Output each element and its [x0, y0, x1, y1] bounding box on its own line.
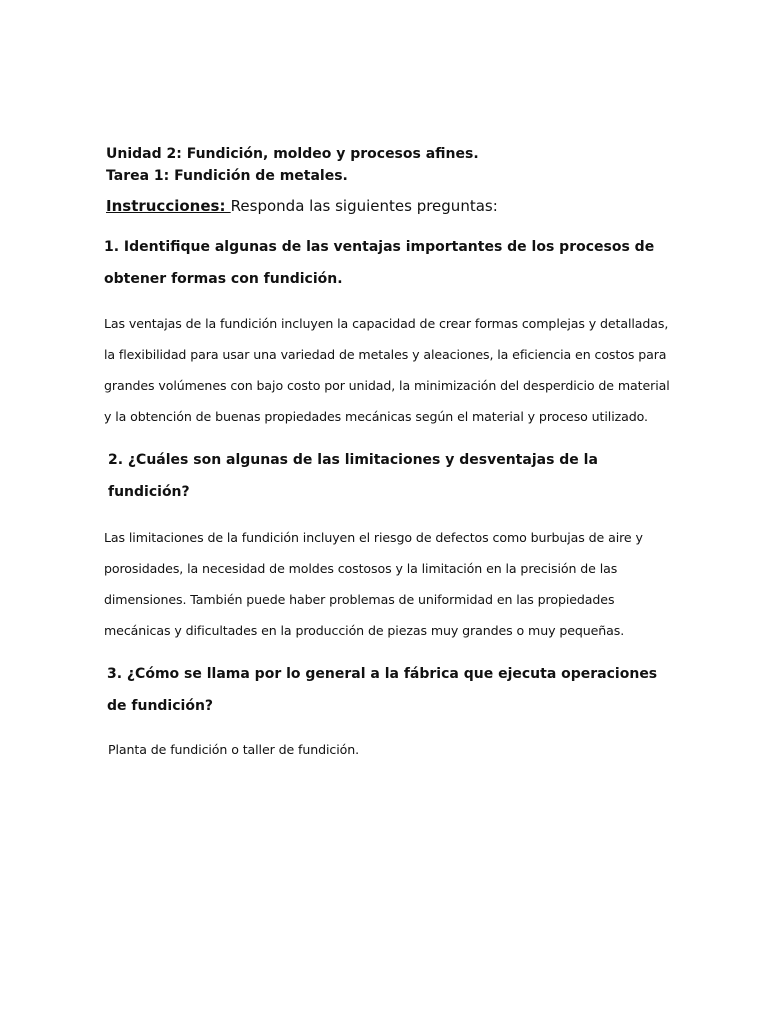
answer-1: Las ventajas de la fundición incluyen la capacidad de crear formas complejas y detalladas, la flexibilidad para usar una variedad de metales y aleaciones, la eficiencia en costos para grandes volúmenes con bajo costo por unidad, la minimización del desperdicio de material y la obtención de buenas propiedades mecánicas según el material y proceso utilizado.	[104, 316, 670, 424]
question-2: 2. ¿Cuáles son algunas de las limitaciones y desventajas de la fundición?	[108, 452, 598, 500]
document-page	[104, 143, 674, 765]
task-title: Tarea 1: Fundición de metales.	[106, 168, 348, 184]
question-3: 3. ¿Cómo se llama por lo general a la fábrica que ejecuta operaciones de fundición?	[107, 666, 658, 714]
instructions-label: Instrucciones:	[106, 197, 231, 215]
instructions	[106, 196, 674, 216]
answer-2: Las limitaciones de la fundición incluyen el riesgo de defectos como burbujas de aire y porosidades, la necesidad de moldes costosos y la limitación en la precisión de las dimensiones. También puede haber problemas de uniformidad en las propiedades mecánicas y dificultades en la producción de piezas muy grandes o muy pequeñas.	[104, 530, 643, 638]
unit-title: Unidad 2: Fundición, moldeo y procesos afines.	[106, 146, 479, 162]
question-1: 1. Identifique algunas de las ventajas importantes de los procesos de obtener formas con fundición.	[104, 239, 655, 287]
instructions-text: Responda las siguientes preguntas:	[230, 197, 498, 215]
answer-3: Planta de fundición o taller de fundición.	[108, 742, 360, 757]
